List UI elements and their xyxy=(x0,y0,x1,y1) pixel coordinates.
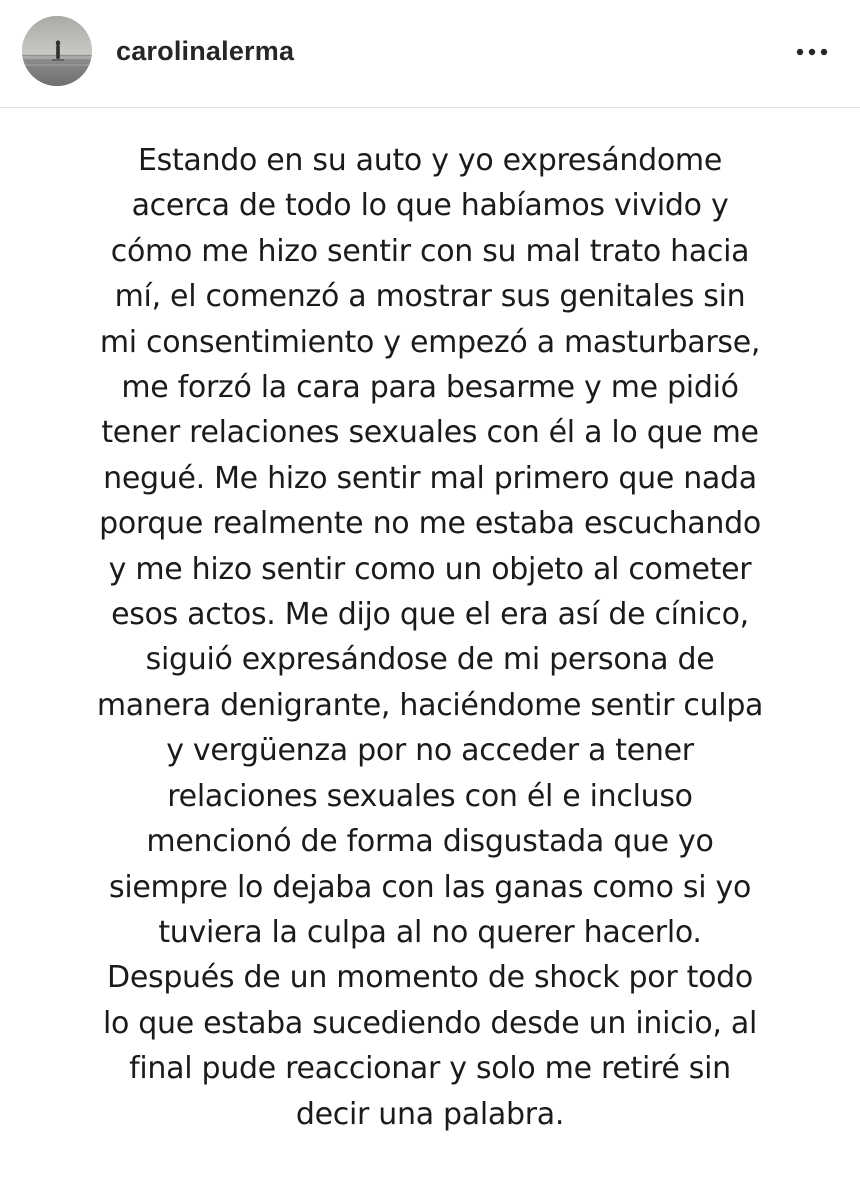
post-header xyxy=(0,0,860,108)
text-line: relaciones sexuales con él e incluso xyxy=(167,778,693,814)
text-line: siguió expresándose de mi persona de xyxy=(145,642,715,678)
text-line: negué. Me hizo sentir mal primero que nada xyxy=(103,460,757,496)
text-line: final pude reaccionar y solo me retiré sin xyxy=(129,1051,731,1087)
text-line: mencionó de forma disgustada que yo xyxy=(146,824,714,860)
text-line: manera denigrante, haciéndome sentir culpa xyxy=(96,687,764,723)
more-options-button[interactable] xyxy=(788,40,836,64)
text-line: tuviera la culpa al no querer hacerlo. xyxy=(158,914,702,950)
text-line: y vergüenza por no acceder a tener xyxy=(166,733,694,769)
avatar[interactable] xyxy=(22,16,92,86)
text-line: tener relaciones sexuales con él a lo que me xyxy=(101,415,759,451)
text-line: Estando en su auto y yo expresándome xyxy=(137,143,722,178)
text-line: acerca de todo lo que habíamos vivido y xyxy=(131,188,729,224)
text-line: porque realmente no me estaba escuchando xyxy=(99,506,761,542)
post-text xyxy=(40,138,820,1137)
person-in-water-avatar-icon xyxy=(22,16,92,86)
text-line: me forzó la cara para besarme y me pidió xyxy=(121,370,739,406)
text-line: y me hizo sentir como un objeto al cometer xyxy=(108,551,752,587)
text-line: cómo me hizo sentir con su mal trato hacia xyxy=(110,233,750,269)
text-line: mí, el comenzó a mostrar sus genitales sin xyxy=(114,279,746,315)
text-line: esos actos. Me dijo que el era así de cínico, xyxy=(111,597,749,633)
text-line: siempre lo dejaba con las ganas como si yo xyxy=(108,869,751,905)
text-line: decir una palabra. xyxy=(295,1096,565,1132)
more-horizontal-icon xyxy=(788,40,836,64)
text-line: mi consentimiento y empezó a masturbarse, xyxy=(99,324,761,360)
text-line: lo que estaba sucediendo desde un inicio, al xyxy=(102,1005,758,1041)
username[interactable]: carolinalerma xyxy=(116,36,295,66)
text-line: Después de un momento de shock por todo xyxy=(107,960,753,996)
